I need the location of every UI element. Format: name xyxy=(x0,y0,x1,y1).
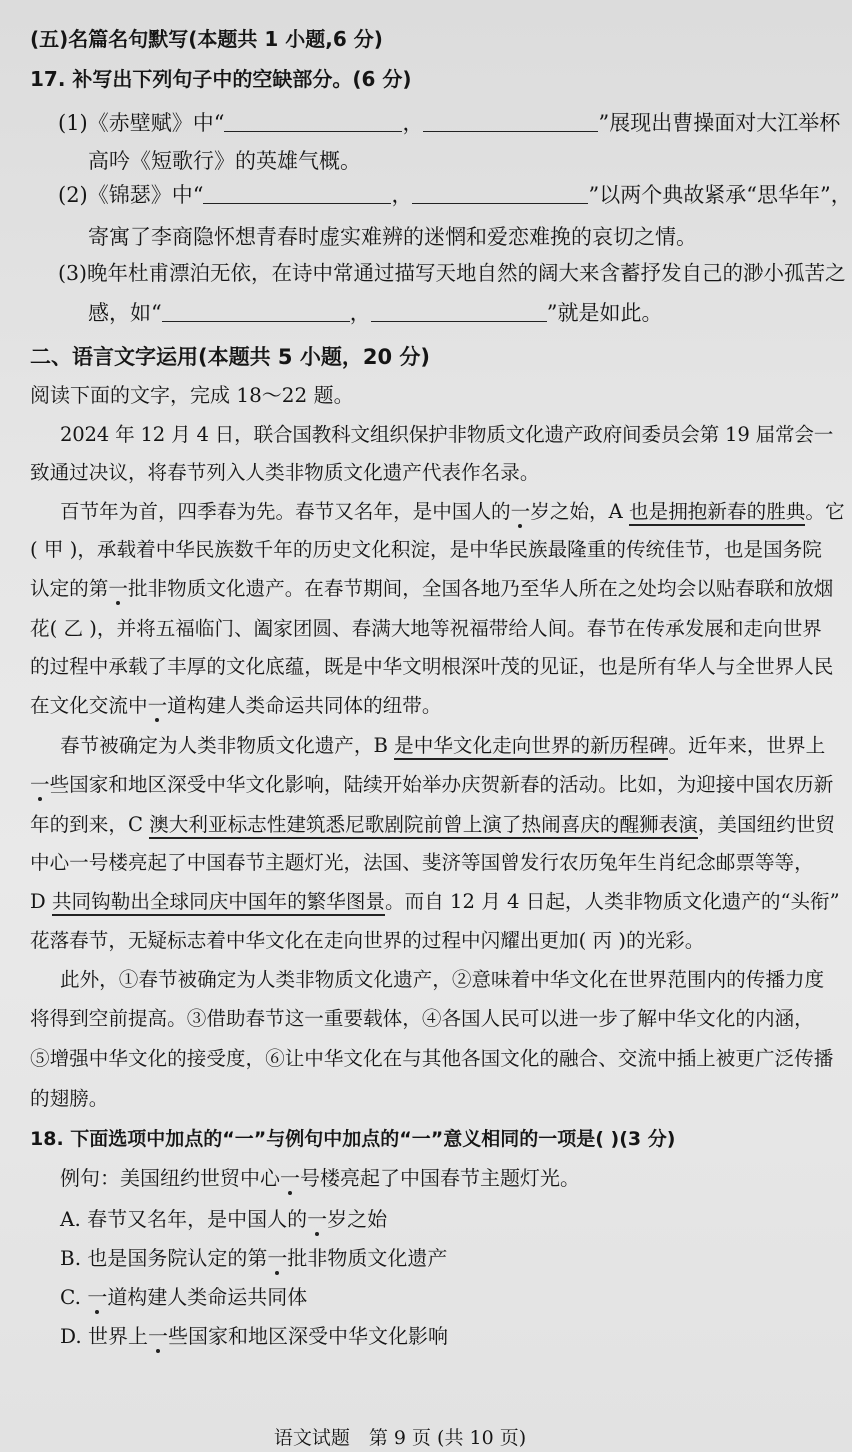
q17-item3-lead: 感，如“ xyxy=(88,301,162,325)
q17-item1-sep: ， xyxy=(402,111,424,135)
passage-text: 些国家和地区深受中华文化影响，陆续开始举办庆贺新春的活动。比如，为迎接中国农历新 xyxy=(49,773,834,796)
q17-item3-blank-1[interactable] xyxy=(162,299,350,322)
q18-option-c[interactable] xyxy=(60,1282,307,1312)
underlined-segment-c: 澳大利亚标志性建筑悉尼歌剧院前曾上演了热闹喜庆的醒狮表演 xyxy=(149,813,698,839)
passage-p4-line1: 此外，①春节被确定为人类非物质文化遗产，②意味着中华文化在世界范围内的传播力度 xyxy=(60,968,825,991)
dotted-char: 一 xyxy=(147,694,168,717)
q18-option-b[interactable] xyxy=(60,1243,447,1273)
q18-example-text: 号楼亮起了中国春节主题灯光。 xyxy=(300,1166,580,1190)
passage-p3-line1 xyxy=(60,731,825,761)
q18-option-d[interactable] xyxy=(60,1321,448,1351)
q17-item2-line1 xyxy=(58,180,852,210)
option-text: 些国家和地区深受中华文化影响 xyxy=(168,1324,449,1348)
passage-text: 。近年来，世界上 xyxy=(668,734,826,757)
page-footer: 语文试题 第 9 页 (共 10 页) xyxy=(273,1427,527,1449)
passage-text: D xyxy=(30,890,52,913)
section5-heading: (五)名篇名句默写(本题共 1 小题,6 分) xyxy=(30,27,383,51)
q17-item3-line2 xyxy=(88,298,663,328)
passage-p4-line2: 将得到空前提高。③借助春节这一重要载体，④各国人民可以进一步了解中华文化的内涵， xyxy=(30,1007,814,1030)
q17-item2-blank-2[interactable] xyxy=(412,181,588,204)
option-text: 道构建人类命运共同体 xyxy=(107,1285,308,1309)
passage-p1-line1: 2024 年 12 月 4 日，联合国教科文组织保护非物质文化遗产政府间委员会第 19 届常会一 xyxy=(60,423,834,446)
q17-item2-blank-1[interactable] xyxy=(203,181,391,204)
q17-item2-line2: 寄寓了李商隐怀想青春时虚实难辨的迷惘和爱恋难挽的哀切之情。 xyxy=(88,225,697,249)
option-text: B. 也是国务院认定的第 xyxy=(60,1246,268,1270)
part2-instruction: 阅读下面的文字，完成 18～22 题。 xyxy=(30,383,354,407)
q17-stem: 17. 补写出下列句子中的空缺部分。(6 分) xyxy=(30,67,412,91)
dotted-char: 一 xyxy=(280,1166,300,1190)
passage-text: 百节年为首，四季春为先。春节又名年，是中国人的 xyxy=(60,500,511,523)
underlined-segment-d: 共同钩勒出全球同庆中国年的繁华图景 xyxy=(52,890,385,916)
passage-p1-line2: 致通过决议，将春节列入人类非物质文化遗产代表作名录。 xyxy=(30,461,540,484)
q17-item1-line1 xyxy=(58,108,840,138)
passage-p2-line3 xyxy=(30,574,833,604)
q17-item1-line2: 高吟《短歌行》的英雄气概。 xyxy=(88,149,361,173)
dotted-char: 一 xyxy=(108,577,128,600)
passage-text: 认定的第 xyxy=(30,577,109,600)
passage-p3-line5 xyxy=(30,887,840,917)
q17-item2-lead: (2)《锦瑟》中“ xyxy=(58,183,204,207)
passage-text: 。它 xyxy=(805,500,845,523)
passage-p2-line1 xyxy=(60,497,845,527)
passage-p2-line4: 花( 乙 )，并将五福临门、阖家团圆、春满大地等祝福带给人间。春节在传承发展和走向世界 xyxy=(30,617,822,640)
q18-option-a[interactable] xyxy=(60,1204,387,1234)
passage-p2-line5: 的过程中承载了丰厚的文化底蕴，既是中华文明根深叶茂的见证，也是所有华人与全世界人民 xyxy=(30,655,834,678)
option-text: 批非物质文化遗产 xyxy=(287,1246,448,1270)
q17-item3-blank-2[interactable] xyxy=(371,299,547,322)
passage-text: 在文化交流中 xyxy=(30,694,148,717)
q17-item1-blank-1[interactable] xyxy=(224,109,402,132)
dotted-char: 一 xyxy=(510,500,531,523)
q17-item2-sep: ， xyxy=(391,183,413,207)
passage-p2-line6 xyxy=(30,691,441,721)
passage-text: 岁之始，A xyxy=(530,500,630,523)
q17-item3-tail: ”就是如此。 xyxy=(546,301,663,325)
q17-item3-line1: (3)晚年杜甫漂泊无依，在诗中常通过描写天地自然的阔大来含蓄抒发自己的渺小孤苦之 xyxy=(58,261,846,285)
underlined-segment-b: 是中华文化走向世界的新历程碑 xyxy=(394,734,668,760)
q17-item3-sep: ， xyxy=(349,301,371,325)
dotted-char: 一 xyxy=(307,1207,328,1231)
q18-example-text: 例句：美国纽约世贸中心 xyxy=(60,1166,280,1190)
underlined-segment-a: 也是拥抱新春的胜典 xyxy=(629,500,805,526)
passage-p3-line2 xyxy=(30,770,833,800)
passage-p3-line6: 花落春节，无疑标志着中华文化在走向世界的过程中闪耀出更加( 丙 )的光彩。 xyxy=(30,929,705,952)
passage-p2-line2: ( 甲 )，承载着中华民族数千年的历史文化积淀，是中华民族最隆重的传统佳节，也是国务院 xyxy=(30,538,822,561)
dotted-char: 一 xyxy=(148,1324,169,1348)
q17-item1-blank-2[interactable] xyxy=(423,109,598,132)
q17-item1-tail: ”展现出曹操面对大江举杯 xyxy=(598,111,841,135)
option-text: A. 春节又名年，是中国人的 xyxy=(60,1207,308,1231)
passage-text: 年的到来，C xyxy=(30,813,150,836)
option-text: 岁之始 xyxy=(327,1207,388,1231)
q17-item2-tail: ”以两个典故紧承“思华年”， xyxy=(588,183,852,207)
q17-item1-lead: (1)《赤壁赋》中“ xyxy=(58,111,225,135)
option-text: D. 世界上 xyxy=(60,1324,149,1348)
passage-p3-line4: 中心一号楼亮起了中国春节主题灯光，法国、斐济等国曾发行农历兔年生肖纪念邮票等等， xyxy=(30,851,814,874)
passage-text: 批非物质文化遗产。在春节期间，全国各地乃至华人所在之处均会以贴春联和放烟 xyxy=(127,577,834,600)
passage-p4-line3: ⑤增强中华文化的接受度，⑥让中华文化在与其他各国文化的融合、交流中插上被更广泛传播 xyxy=(30,1047,834,1070)
passage-text: 春节被确定为人类非物质文化遗产，B xyxy=(60,734,395,757)
dotted-char: 一 xyxy=(267,1246,288,1270)
passage-text: 道构建人类命运共同体的纽带。 xyxy=(167,694,442,717)
passage-text: 。而自 12 月 4 日起，人类非物质文化遗产的“头衔” xyxy=(385,890,840,913)
passage-text: ，美国纽约世贸 xyxy=(697,813,835,836)
dotted-char: 一 xyxy=(87,1285,108,1309)
q18-stem: 18. 下面选项中加点的“一”与例句中加点的“一”意义相同的一项是( )(3 分) xyxy=(30,1128,676,1150)
dotted-char: 一 xyxy=(30,773,50,796)
option-text: C. xyxy=(60,1285,88,1309)
part2-heading: 二、语言文字运用(本题共 5 小题，20 分) xyxy=(30,345,430,369)
passage-p4-line4: 的翅膀。 xyxy=(30,1087,109,1110)
q18-example xyxy=(60,1163,580,1193)
passage-p3-line3 xyxy=(30,810,835,840)
